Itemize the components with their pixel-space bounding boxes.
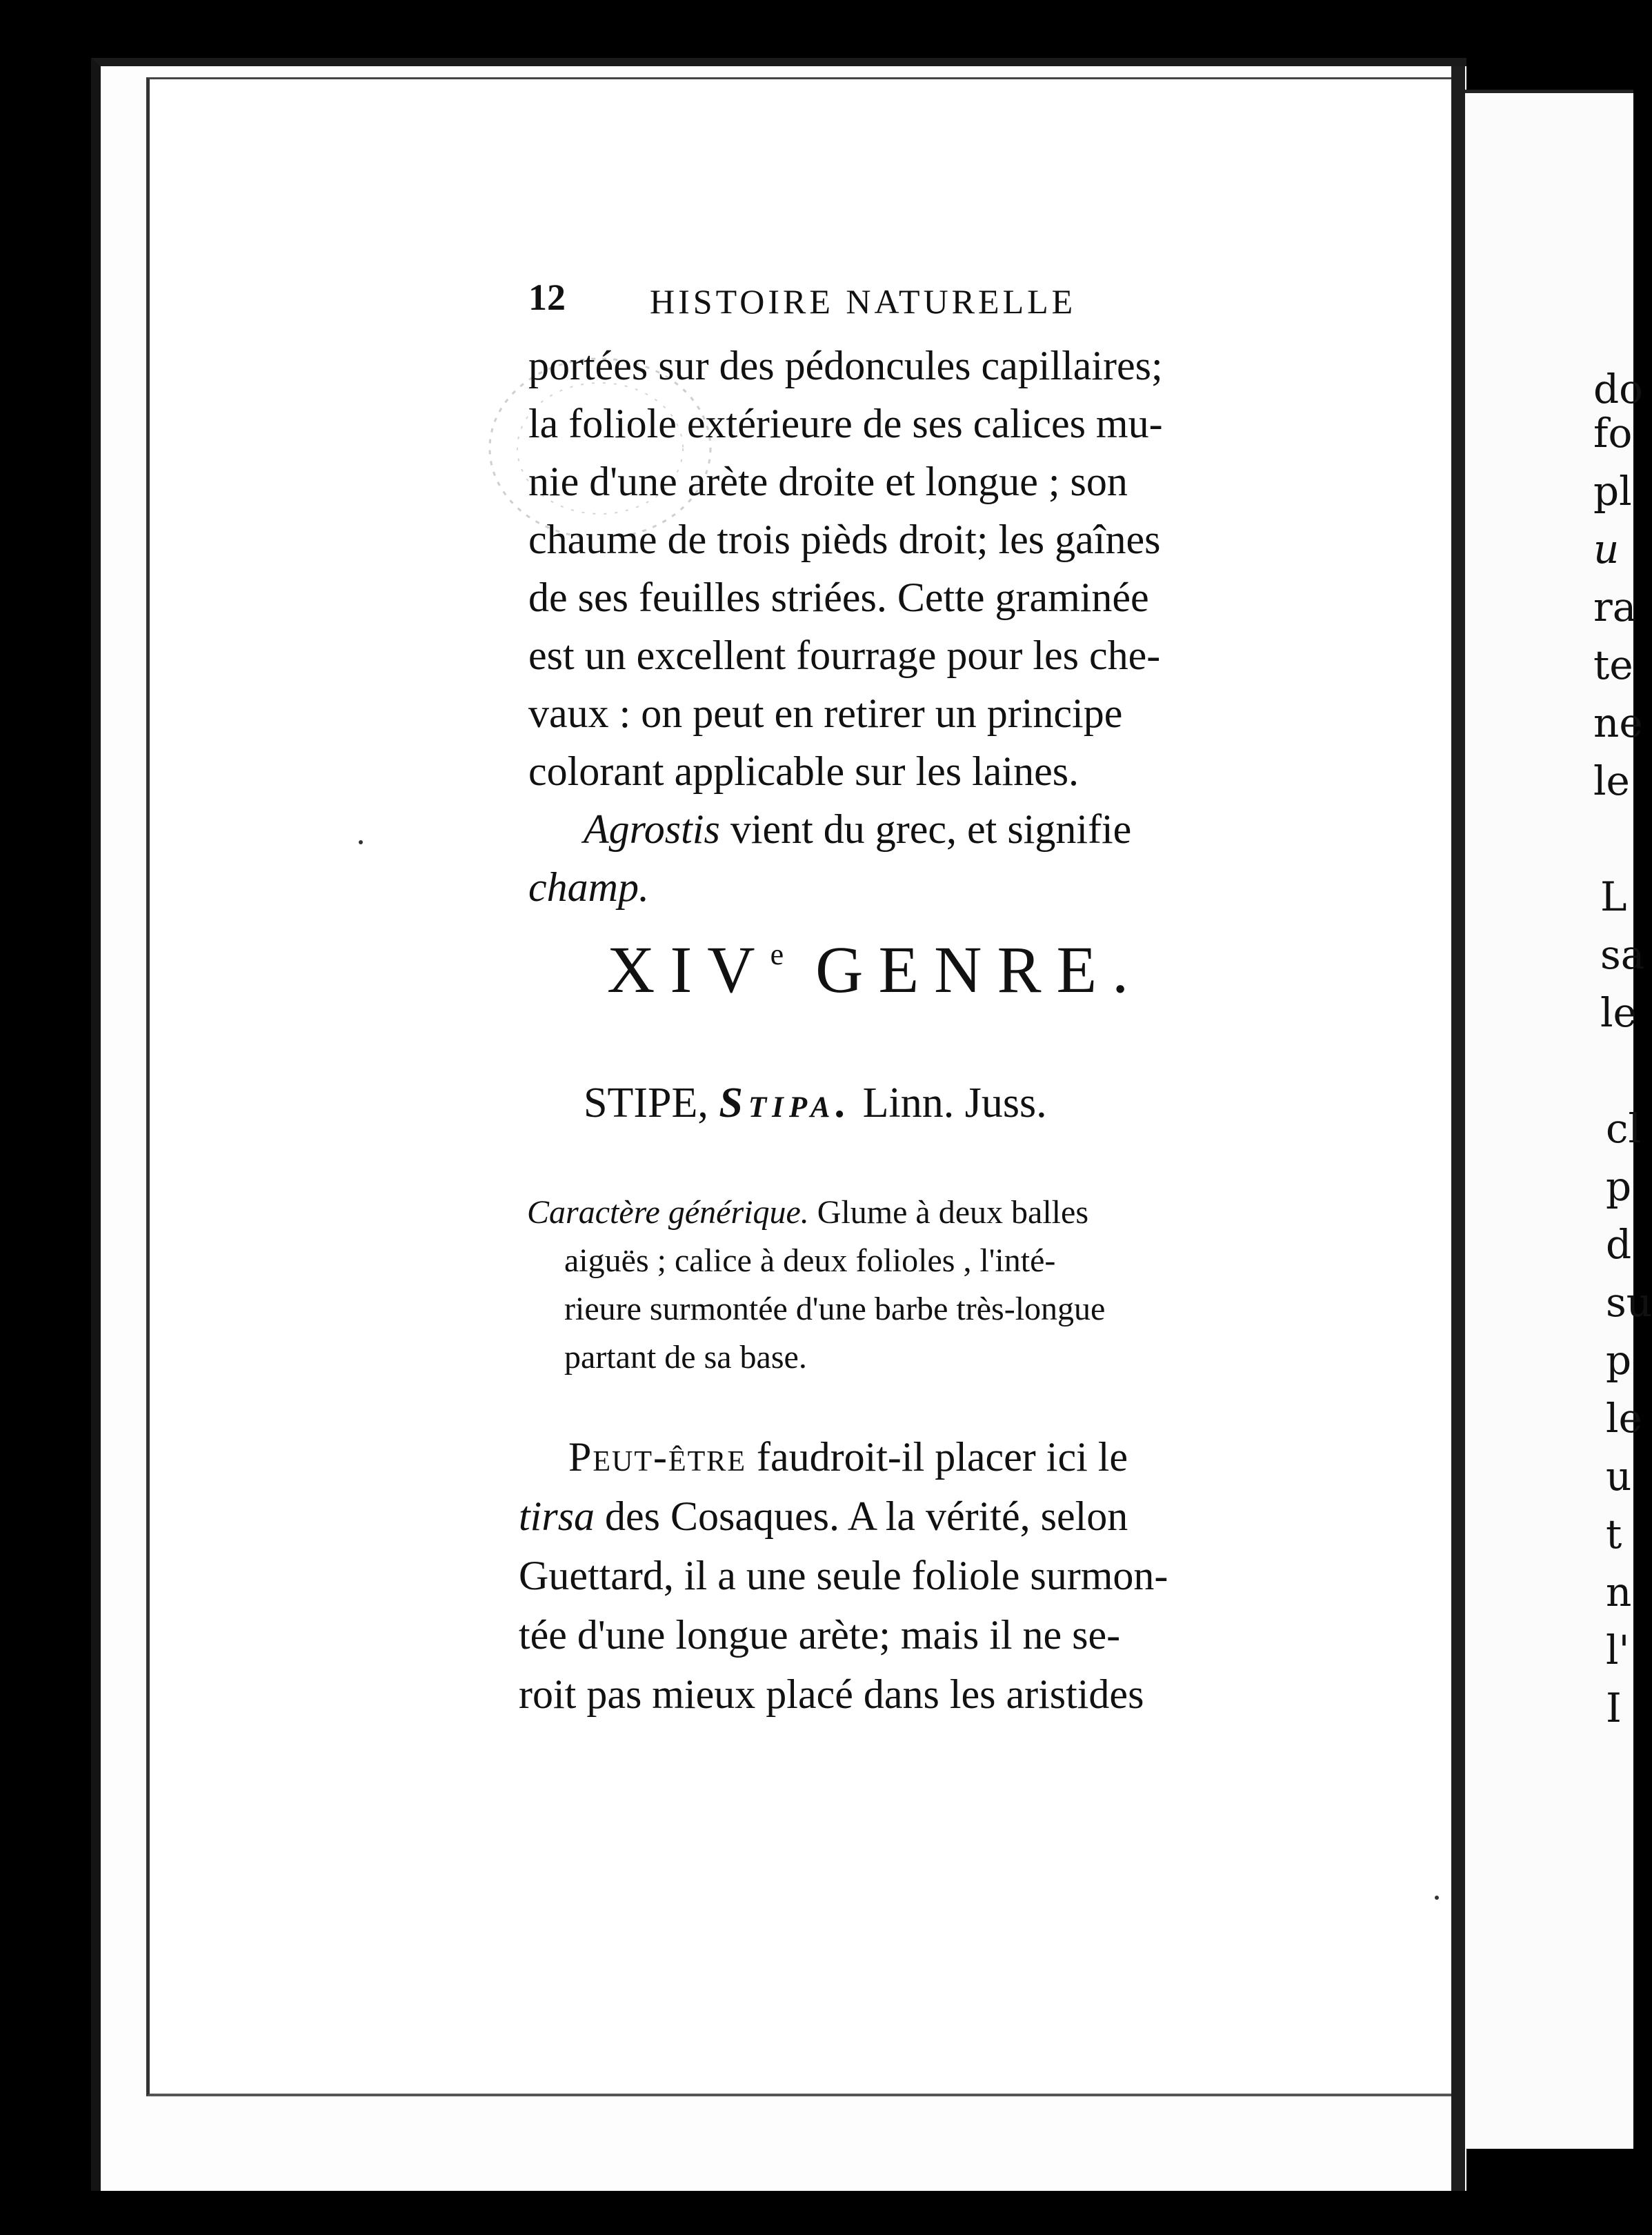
facing-fragment: pl (1593, 468, 1632, 515)
facing-fragment: u (1593, 526, 1620, 573)
text-line: roit pas mieux placé dans les aristides (519, 1671, 1144, 1717)
facing-fragment: fo (1593, 410, 1633, 457)
facing-fragment: su (1606, 1279, 1652, 1326)
facing-fragment: I (1606, 1685, 1622, 1731)
text-line: la foliole extérieure de ses calices mu- (528, 401, 1163, 446)
text-fragment: faudroit-il placer ici le (746, 1434, 1128, 1480)
text-fragment: des Cosaques. A la vérité, selon (595, 1493, 1128, 1539)
genus-french-name: STIPE, (584, 1080, 708, 1126)
facing-fragment: ne (1593, 699, 1643, 746)
agrostis-term: Agrostis (584, 806, 720, 852)
text-line: tée d'une longue arète; mais il ne se- (519, 1612, 1121, 1658)
genus-name (584, 1079, 1047, 1128)
genus-latin-name: Stipa. (719, 1080, 853, 1126)
character-line: aiguës ; calice à deux folioles , l'inté- (564, 1242, 1056, 1279)
text-line: chaume de trois pièds droit; les gaînes (528, 517, 1161, 562)
facing-fragment: do (1593, 366, 1644, 413)
genus-numeral: XIV (607, 933, 770, 1006)
facing-fragment: t (1606, 1511, 1622, 1558)
facing-fragment: sa (1600, 931, 1645, 978)
facing-fragment: te (1593, 642, 1633, 688)
text-line: vaux : on peut en retirer un principe (528, 691, 1123, 736)
character-line: rieure surmontée d'une barbe très-longue (564, 1291, 1106, 1327)
genus-heading (607, 931, 1144, 1008)
facing-fragment: ra (1593, 584, 1637, 630)
page-number: 12 (528, 277, 566, 318)
text-line: Guettard, il a une seule foliole surmon- (519, 1553, 1168, 1598)
running-head-title: HISTOIRE NATURELLE (650, 282, 1077, 321)
character-label: Caractère générique. (527, 1194, 809, 1231)
champ-term: champ. (528, 864, 649, 910)
smallcaps-opening: Peut-être (568, 1434, 746, 1480)
speck-mark (1435, 1896, 1439, 1900)
facing-fragment: L (1600, 873, 1627, 920)
text-line: colorant applicable sur les laines. (528, 748, 1079, 794)
text-line (519, 1493, 1128, 1539)
facing-fragment: p (1606, 1163, 1632, 1210)
facing-fragment: l' (1606, 1627, 1630, 1673)
text-line: portées sur des pédoncules capillaires; (528, 343, 1163, 388)
facing-fragment: n (1606, 1569, 1632, 1616)
genus-authors: Linn. Juss. (862, 1080, 1047, 1126)
text-fragment: vient du grec, et signifie (719, 806, 1132, 852)
speck-mark (359, 840, 363, 844)
text-line: est un excellent fourrage pour les che- (528, 633, 1161, 678)
text-line: de ses feuilles striées. Cette graminée (528, 575, 1149, 620)
text-line: nie d'une arète droite et longue ; son (528, 459, 1128, 504)
text-line (584, 808, 1131, 850)
genus-word: GENRE. (815, 933, 1144, 1006)
facing-fragment: u (1606, 1453, 1632, 1500)
book-gutter (1451, 66, 1465, 2191)
text-fragment: Glume à deux balles (808, 1194, 1088, 1231)
facing-page (1465, 90, 1652, 2149)
character-line (527, 1193, 1088, 1231)
character-line: partant de sa base. (564, 1339, 807, 1375)
facing-fragment: cl (1606, 1105, 1642, 1152)
genus-numeral-suffix: e (770, 937, 784, 971)
facing-fragment: le (1606, 1395, 1642, 1442)
text-line (568, 1436, 1128, 1478)
tirsa-term: tirsa (519, 1493, 595, 1539)
facing-fragment: d (1606, 1221, 1632, 1268)
facing-fragment: p (1606, 1337, 1632, 1384)
facing-fragment: le (1593, 757, 1630, 804)
text-line (528, 866, 649, 908)
facing-fragment: le (1600, 989, 1637, 1036)
